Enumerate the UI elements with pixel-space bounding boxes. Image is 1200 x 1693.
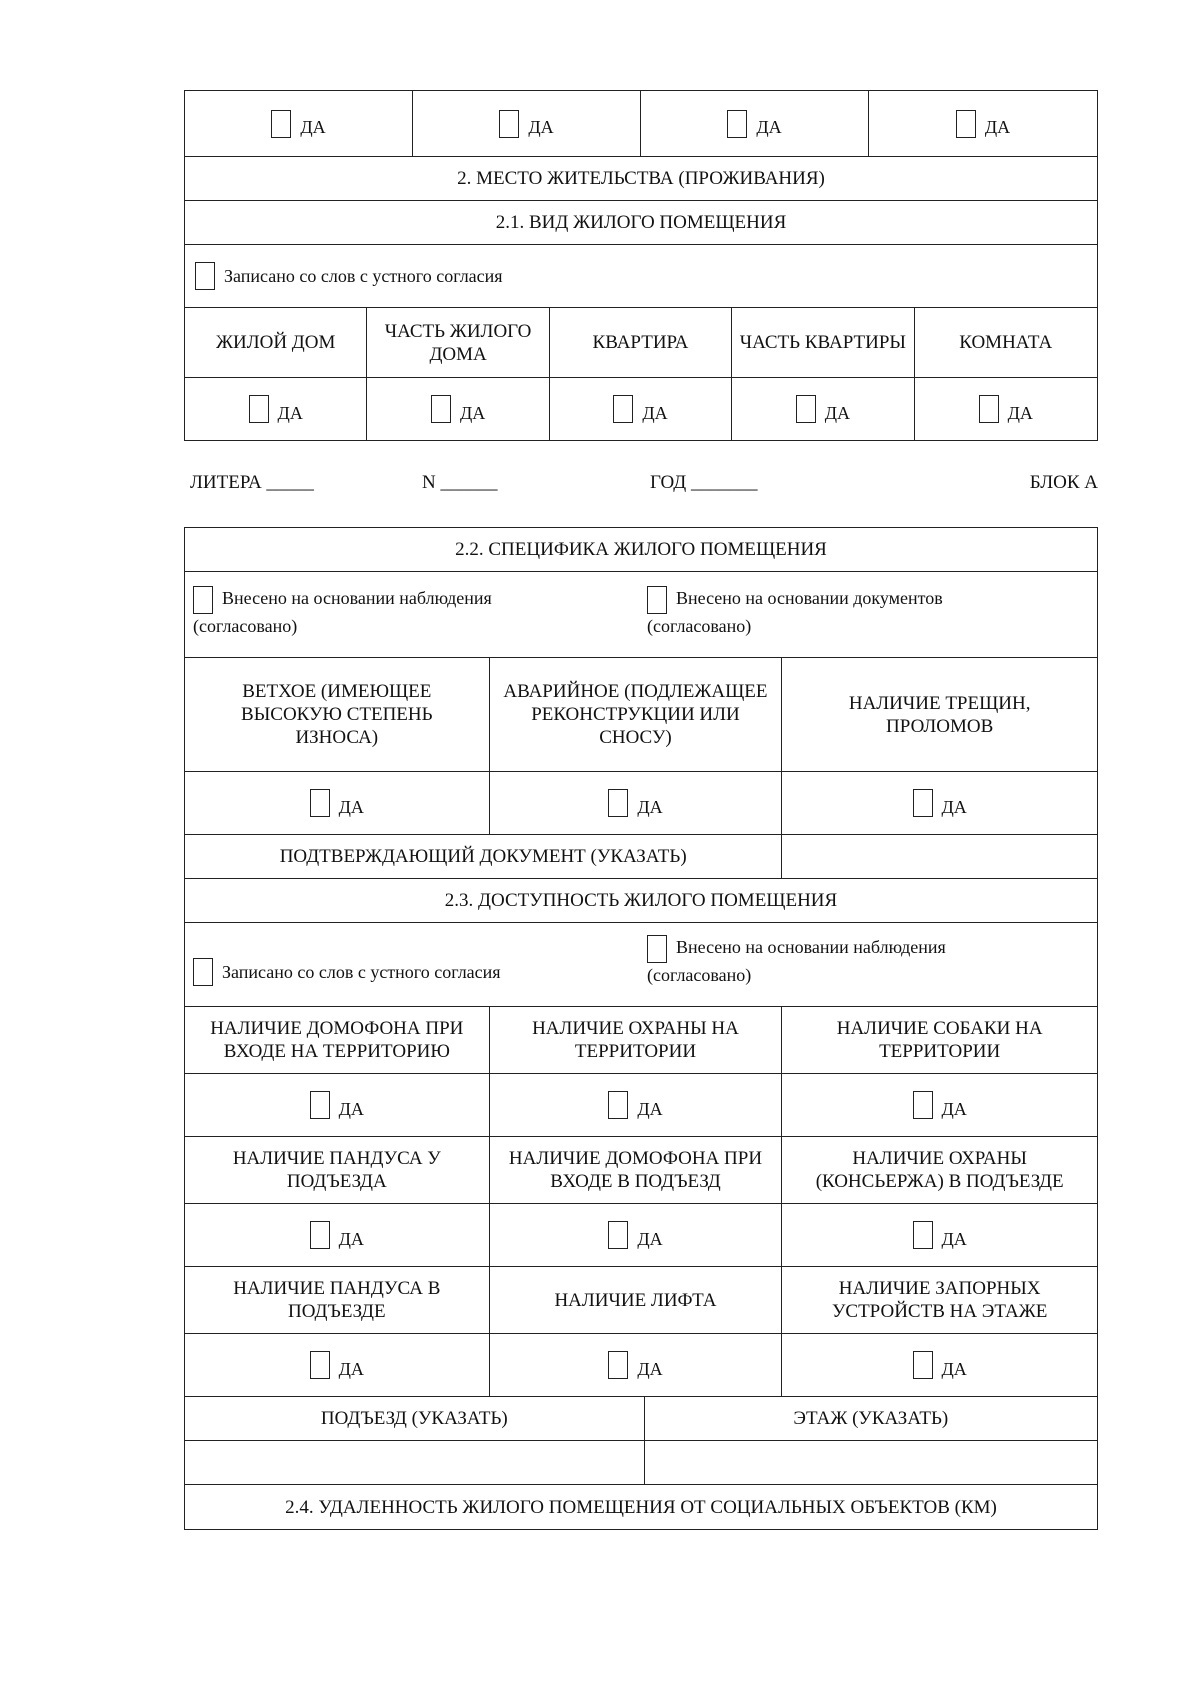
checkbox[interactable] xyxy=(647,586,667,614)
section-2-4-title: 2.4. УДАЛЕННОСТЬ ЖИЛОГО ПОМЕЩЕНИЯ ОТ СОЦИАЛЬНЫХ ОБЪЕКТОВ (КМ) xyxy=(285,1496,997,1518)
housing-type-header-row xyxy=(185,308,1097,378)
checkbox[interactable] xyxy=(979,395,999,423)
checkbox[interactable] xyxy=(310,789,330,817)
checkbox[interactable] xyxy=(608,1221,628,1249)
column-header: НАЛИЧИЕ ПАНДУСА В ПОДЪЕЗДЕ xyxy=(185,1267,490,1333)
yes-label: ДА xyxy=(941,1228,967,1249)
column-header: КВАРТИРА xyxy=(550,308,732,377)
checkbox-cell[interactable] xyxy=(185,91,413,156)
agreed-label: (согласовано) xyxy=(647,615,752,636)
year-field[interactable]: ГОД _______ xyxy=(650,472,758,493)
accessibility-checkbox-row xyxy=(185,1334,1097,1397)
document-field[interactable] xyxy=(782,835,1097,878)
observation-notes-row xyxy=(185,572,1097,658)
section-2-title: 2. МЕСТО ЖИТЕЛЬСТВА (ПРОЖИВАНИЯ) xyxy=(457,168,825,189)
documents-label: Внесено на основании документов xyxy=(676,588,943,608)
oral-consent-label: Записано со слов с устного согласия xyxy=(222,961,501,982)
yes-label: ДА xyxy=(338,1228,364,1249)
checkbox[interactable] xyxy=(956,110,976,138)
column-header: НАЛИЧИЕ ЛИФТА xyxy=(490,1267,783,1333)
checkbox[interactable] xyxy=(310,1351,330,1379)
checkbox-cell[interactable] xyxy=(782,1204,1097,1266)
checkbox-cell[interactable] xyxy=(732,378,914,440)
entrance-label: ПОДЪЕЗД (УКАЗАТЬ) xyxy=(185,1397,645,1440)
yes-label: ДА xyxy=(338,1098,364,1119)
oral-consent-label: Записано со слов с устного согласия xyxy=(224,266,503,286)
oral-consent-option[interactable] xyxy=(185,923,641,1006)
checkbox-cell[interactable] xyxy=(782,1074,1097,1136)
checkbox[interactable] xyxy=(608,1091,628,1119)
yes-label: ДА xyxy=(941,1098,967,1119)
checkbox[interactable] xyxy=(249,395,269,423)
litera-field[interactable]: ЛИТЕРА _____ xyxy=(190,472,314,493)
checkbox[interactable] xyxy=(727,110,747,138)
yes-label: ДА xyxy=(941,796,967,817)
column-header: НАЛИЧИЕ СОБАКИ НА ТЕРРИТОРИИ xyxy=(836,1018,1043,1062)
agreed-label: (согласовано) xyxy=(647,964,752,985)
accessibility-checkbox-row xyxy=(185,1074,1097,1137)
column-header: НАЛИЧИЕ ДОМОФОНА ПРИ ВХОДЕ В ПОДЪЕЗД xyxy=(490,1137,783,1203)
yes-label: ДА xyxy=(277,402,303,423)
checkbox-cell[interactable] xyxy=(869,91,1097,156)
yes-label: ДА xyxy=(824,402,850,423)
yes-label: ДА xyxy=(941,1358,967,1379)
litera-line xyxy=(190,468,1098,498)
document-label: ПОДТВЕРЖДАЮЩИЙ ДОКУМЕНТ (УКАЗАТЬ) xyxy=(185,835,782,878)
checkbox[interactable] xyxy=(647,935,667,963)
accessibility-notes-row xyxy=(185,923,1097,1007)
checkbox[interactable] xyxy=(913,1351,933,1379)
checkbox-cell[interactable] xyxy=(641,91,869,156)
checkbox-cell[interactable] xyxy=(490,1204,783,1266)
checkbox-cell[interactable] xyxy=(185,1204,490,1266)
section-2-1-title: 2.1. ВИД ЖИЛОГО ПОМЕЩЕНИЯ xyxy=(495,212,787,233)
observation-label: Внесено на основании наблюдения xyxy=(676,937,946,957)
yes-label: ДА xyxy=(642,402,668,423)
yes-label: ДА xyxy=(300,117,326,137)
number-field[interactable]: N ______ xyxy=(422,472,498,493)
column-header: ЧАСТЬ КВАРТИРЫ xyxy=(732,308,914,377)
column-header: НАЛИЧИЕ ОХРАНЫ (КОНСЬЕРЖА) В ПОДЪЕЗДЕ xyxy=(815,1148,1064,1192)
column-header: КОМНАТА xyxy=(959,332,1053,353)
residence-block xyxy=(184,90,1098,441)
floor-field[interactable] xyxy=(645,1441,1097,1484)
checkbox-cell[interactable] xyxy=(782,772,1097,834)
documents-option[interactable] xyxy=(641,572,1097,657)
floor-label: ЭТАЖ (УКАЗАТЬ) xyxy=(793,1408,949,1429)
checkbox-cell[interactable] xyxy=(782,1334,1097,1396)
column-header: ЖИЛОЙ ДОМ xyxy=(185,308,367,377)
checkbox[interactable] xyxy=(913,1091,933,1119)
checkbox-cell[interactable] xyxy=(185,772,490,834)
checkbox-cell[interactable] xyxy=(413,91,641,156)
checkbox-cell[interactable] xyxy=(915,378,1097,440)
section-2-3-title: 2.3. ДОСТУПНОСТЬ ЖИЛОГО ПОМЕЩЕНИЯ xyxy=(444,890,838,911)
checkbox[interactable] xyxy=(608,1351,628,1379)
observation-option[interactable] xyxy=(185,572,641,657)
top-checkbox-row xyxy=(185,91,1097,157)
checkbox-cell[interactable] xyxy=(185,1074,490,1136)
condition-checkbox-row xyxy=(185,772,1097,835)
yes-label: ДА xyxy=(756,117,782,137)
yes-label: ДА xyxy=(528,117,554,137)
column-header: НАЛИЧИЕ ДОМОФОНА ПРИ ВХОДЕ НА ТЕРРИТОРИЮ xyxy=(185,1007,490,1073)
column-header: НАЛИЧИЕ ОХРАНЫ НА ТЕРРИТОРИИ xyxy=(490,1007,783,1073)
checkbox-cell[interactable] xyxy=(185,1334,490,1396)
yes-label: ДА xyxy=(637,1358,663,1379)
checkbox[interactable] xyxy=(195,262,215,290)
entrance-field[interactable] xyxy=(185,1441,645,1484)
checkbox[interactable] xyxy=(796,395,816,423)
checkbox[interactable] xyxy=(913,789,933,817)
checkbox-cell[interactable] xyxy=(490,772,783,834)
yes-label: ДА xyxy=(637,796,663,817)
checkbox-cell[interactable] xyxy=(367,378,549,440)
column-header: ЧАСТЬ ЖИЛОГО ДОМА xyxy=(367,308,549,377)
checkbox[interactable] xyxy=(613,395,633,423)
column-header: АВАРИЙНОЕ (ПОДЛЕЖАЩЕЕ РЕКОНСТРУКЦИИ ИЛИ СНОСУ) xyxy=(490,658,783,771)
yes-label: ДА xyxy=(459,402,486,423)
checkbox-cell[interactable] xyxy=(490,1074,783,1136)
housing-type-checkbox-row xyxy=(185,378,1097,440)
yes-label: ДА xyxy=(984,117,1011,137)
agreed-label: (согласовано) xyxy=(193,615,298,636)
checkbox[interactable] xyxy=(193,958,213,986)
accessibility-checkbox-row xyxy=(185,1204,1097,1267)
yes-label: ДА xyxy=(338,1358,364,1379)
column-header: НАЛИЧИЕ ЗАПОРНЫХ УСТРОЙСТВ НА ЭТАЖЕ xyxy=(831,1278,1048,1322)
oral-consent-option[interactable] xyxy=(185,245,1097,307)
block-label: БЛОК А xyxy=(1029,472,1098,493)
column-header: НАЛИЧИЕ ТРЕЩИН, ПРОЛОМОВ xyxy=(848,692,1031,737)
checkbox-cell[interactable] xyxy=(550,378,732,440)
condition-header-row xyxy=(185,658,1097,772)
checkbox[interactable] xyxy=(608,789,628,817)
checkbox[interactable] xyxy=(193,586,213,614)
accessibility-header-row xyxy=(185,1267,1097,1334)
checkbox[interactable] xyxy=(431,395,451,423)
yes-label: ДА xyxy=(637,1098,663,1119)
column-header: НАЛИЧИЕ ПАНДУСА У ПОДЪЕЗДА xyxy=(185,1137,490,1203)
observation-option[interactable] xyxy=(641,923,1097,1006)
section-2-2-title: 2.2. СПЕЦИФИКА ЖИЛОГО ПОМЕЩЕНИЯ xyxy=(455,539,827,560)
checkbox[interactable] xyxy=(310,1221,330,1249)
yes-label: ДА xyxy=(338,796,364,817)
column-header: ВЕТХОЕ (ИМЕЮЩЕЕ ВЫСОКУЮ СТЕПЕНЬ ИЗНОСА) xyxy=(185,658,490,771)
specifics-accessibility-block xyxy=(184,527,1098,1530)
checkbox-cell[interactable] xyxy=(490,1334,783,1396)
checkbox[interactable] xyxy=(913,1221,933,1249)
checkbox[interactable] xyxy=(310,1091,330,1119)
yes-label: ДА xyxy=(1007,402,1033,423)
yes-label: ДА xyxy=(637,1228,663,1249)
checkbox-cell[interactable] xyxy=(185,378,367,440)
observation-label: Внесено на основании наблюдения xyxy=(222,588,492,608)
accessibility-header-row xyxy=(185,1007,1097,1074)
checkbox[interactable] xyxy=(499,110,519,138)
checkbox[interactable] xyxy=(271,110,291,138)
accessibility-header-row xyxy=(185,1137,1097,1204)
